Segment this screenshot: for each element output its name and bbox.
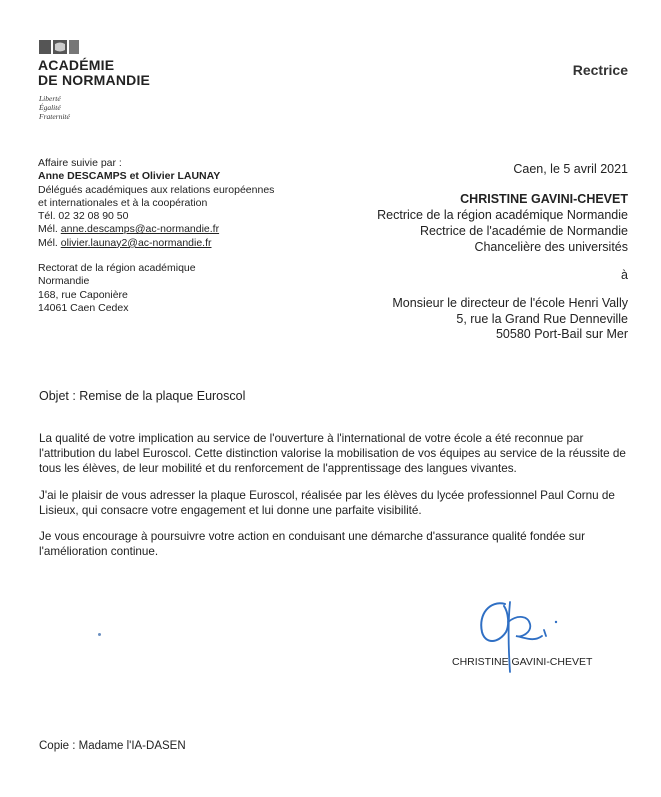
sender-block [377, 191, 628, 255]
contact-block [38, 157, 274, 250]
contact-mail-1 [38, 223, 274, 236]
body-paragraph-1: La qualité de votre implication au service de l'ouverture à l'international de votre école a été reconnue par l'attribution du label Euroscol. Cette distinction valorise la mobilisation de vos équipes au service de la réussite de tous les élèves, de leur mobilité et du renforcement de l'apprentissage des langues vivantes. [39, 432, 626, 475]
mail-label: Mél. [38, 236, 58, 249]
sender-name: CHRISTINE GAVINI-CHEVET [460, 192, 628, 206]
recipient-line: 5, rue la Grand Rue Denneville [456, 311, 628, 326]
signature-name: CHRISTINE GAVINI-CHEVET [452, 656, 593, 668]
academy-line1: ACADÉMIE [38, 57, 115, 73]
address-line: Rectorat de la région académique [38, 262, 196, 274]
academy-name [38, 58, 150, 88]
body-paragraph-3: Je vous encourage à poursuivre votre action en conduisant une démarche d'assurance qualité fondée sur l'amélioration continue. [39, 530, 586, 558]
mail-link-2[interactable]: olivier.launay2@ac-normandie.fr [60, 236, 212, 249]
address-line: 168, rue Caponière [38, 288, 128, 301]
contact-tel: Tél. 02 32 08 90 50 [38, 210, 129, 223]
recipient-line: 50580 Port-Bail sur Mer [495, 327, 628, 341]
contact-mail-2 [38, 237, 274, 250]
rectorat-address [38, 262, 196, 315]
mail-label: Mél. [38, 223, 58, 236]
academy-line2: DE NORMANDIE [38, 72, 151, 88]
sender-title: Chancelière des universités [474, 240, 628, 254]
contact-function-2: et internationales et à la coopération [38, 196, 208, 209]
marianne-logo [39, 40, 79, 54]
motto-egalite: Égalité [39, 103, 61, 112]
mail-link-1[interactable]: anne.descamps@ac-normandie.fr [60, 223, 220, 236]
republic-motto [39, 94, 70, 121]
to-mark: à [621, 268, 628, 282]
contact-function-1: Délégués académiques aux relations européennes [38, 183, 275, 196]
sender-title: Rectrice de l'académie de Normandie [419, 224, 628, 238]
copy-to: Copie : Madame l'IA-DASEN [39, 740, 186, 752]
letter-subject: Objet : Remise de la plaque Euroscol [39, 389, 246, 403]
body-paragraph-2: J'ai le plaisir de vous adresser la plaque Euroscol, réalisée par les élèves du lycée professionnel Paul Cornu de Lisieux, qui consacre votre engagement et lui donne une parfaite visibilité. [39, 489, 615, 517]
ink-speck [98, 633, 101, 636]
motto-fraternite: Fraternité [39, 112, 70, 121]
address-line: 14061 Caen Cedex [38, 301, 129, 314]
letter-date: Caen, le 5 avril 2021 [513, 162, 628, 176]
sender-role: Rectrice [572, 62, 628, 78]
contact-intro: Affaire suivie par : [38, 157, 122, 169]
motto-liberte: Liberté [39, 94, 61, 103]
recipient-line: Monsieur le directeur de l'école Henri Vally [392, 296, 628, 310]
contact-names: Anne DESCAMPS et Olivier LAUNAY [38, 170, 221, 183]
sender-title: Rectrice de la région académique Normandie [377, 208, 628, 222]
recipient-block [392, 296, 628, 343]
address-line: Normandie [38, 275, 90, 288]
